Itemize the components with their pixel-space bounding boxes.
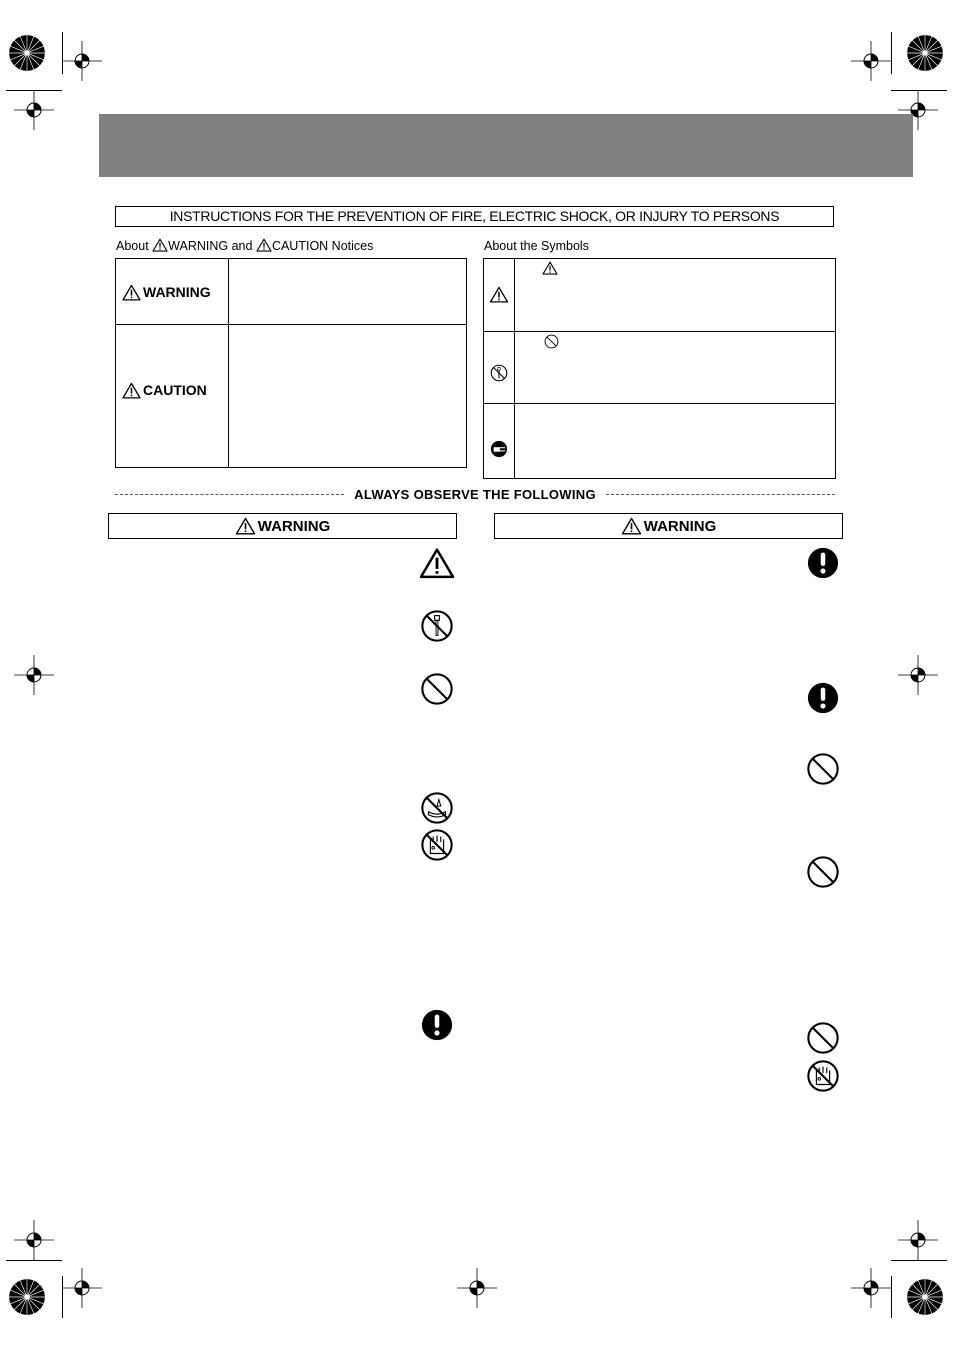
table-divider — [115, 324, 467, 325]
dashed-rule — [115, 494, 344, 495]
crosshair-icon — [851, 1268, 891, 1308]
caution-triangle-icon — [235, 517, 256, 535]
unplug-icon — [490, 440, 508, 458]
caution-triangle-icon — [489, 286, 509, 303]
prohibited-icon — [806, 752, 840, 786]
symbols-table — [483, 258, 836, 479]
mandatory-action-icon — [806, 681, 840, 715]
table-divider — [514, 258, 515, 479]
dashed-rule — [606, 494, 835, 495]
no-wet-hands-icon — [806, 1059, 840, 1093]
always-observe-text: ALWAYS OBSERVE THE FOLLOWING — [354, 486, 596, 502]
crosshair-icon — [62, 41, 102, 81]
registration-mark-icon — [904, 1276, 946, 1318]
instructions-title: INSTRUCTIONS FOR THE PREVENTION OF FIRE, ELECTRIC SHOCK, OR INJURY TO PERSONS — [115, 206, 834, 227]
always-observe-banner — [115, 486, 835, 502]
warning-notice-text: WARNING — [143, 284, 211, 300]
crop-line — [62, 1276, 63, 1318]
crop-line — [6, 1260, 62, 1261]
caution-notice-text: CAUTION — [143, 382, 207, 398]
caution-triangle-icon — [256, 238, 272, 252]
no-water-icon — [420, 791, 454, 825]
about-notices-and: and — [231, 239, 253, 253]
warning-notice-label — [122, 283, 211, 301]
table-divider — [228, 258, 229, 468]
header-band — [99, 114, 913, 177]
caution-triangle-icon — [419, 547, 455, 579]
left-warning-header — [108, 513, 457, 539]
crop-line — [891, 90, 947, 91]
no-disassembly-icon — [490, 364, 508, 382]
prohibited-icon — [420, 672, 454, 706]
table-divider — [483, 403, 836, 404]
caution-notice-label — [122, 381, 207, 399]
caution-triangle-icon — [621, 517, 642, 535]
about-symbols-heading: About the Symbols — [484, 239, 589, 253]
about-notices-prefix: About — [116, 239, 149, 253]
crosshair-icon — [898, 1220, 938, 1260]
caution-triangle-icon — [122, 382, 141, 399]
crosshair-icon — [457, 1268, 497, 1308]
prohibited-icon — [544, 334, 559, 349]
no-disassembly-icon — [420, 609, 454, 643]
table-divider — [483, 331, 836, 332]
caution-triangle-icon — [122, 284, 141, 301]
crop-line — [891, 1260, 947, 1261]
crosshair-icon — [851, 41, 891, 81]
prohibited-icon — [806, 855, 840, 889]
crosshair-icon — [62, 1268, 102, 1308]
right-warning-header-text: WARNING — [643, 517, 717, 535]
mandatory-action-icon — [806, 546, 840, 580]
prohibited-icon — [806, 1021, 840, 1055]
about-notices-heading — [116, 238, 373, 254]
mandatory-action-icon — [420, 1008, 454, 1042]
no-wet-hands-icon — [420, 828, 454, 862]
about-notices-warning: WARNING — [168, 239, 229, 253]
crosshair-icon — [14, 655, 54, 695]
registration-mark-icon — [6, 1276, 48, 1318]
crosshair-icon — [898, 655, 938, 695]
crop-line — [62, 32, 63, 74]
registration-mark-icon — [904, 32, 946, 74]
registration-mark-icon — [6, 32, 48, 74]
about-notices-caution: CAUTION — [271, 239, 329, 253]
left-warning-header-text: WARNING — [257, 517, 331, 535]
crop-line — [891, 32, 892, 74]
crop-line — [6, 90, 62, 91]
about-notices-suffix: Notices — [331, 239, 374, 253]
caution-triangle-icon — [152, 238, 168, 252]
crop-line — [891, 1276, 892, 1318]
crosshair-icon — [14, 90, 54, 130]
caution-triangle-icon — [542, 261, 558, 275]
crosshair-icon — [14, 1220, 54, 1260]
right-warning-header — [494, 513, 843, 539]
